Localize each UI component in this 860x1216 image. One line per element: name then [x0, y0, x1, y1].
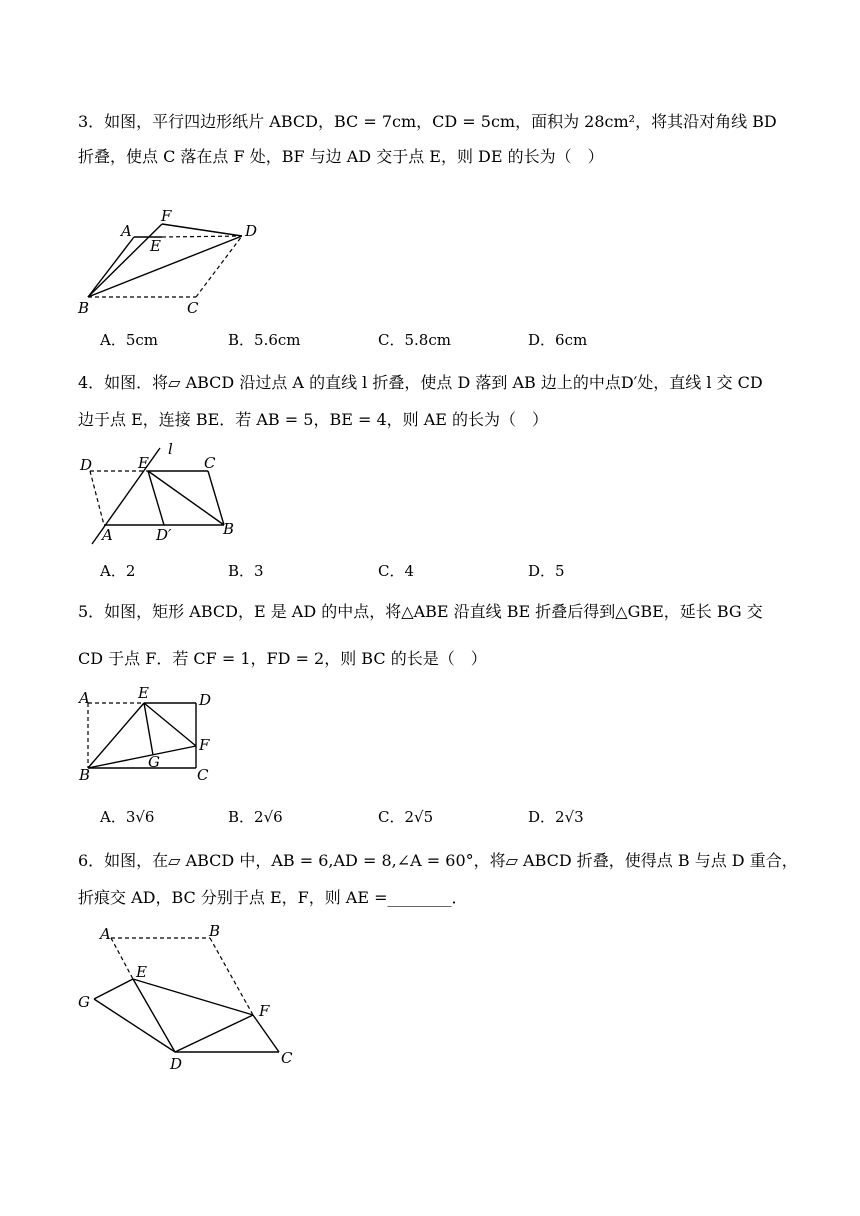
- q3-text-line2: 折叠，使点 C 落在点 F 处，BF 与边 AD 交于点 E，则 DE 的长为（ ）: [78, 147, 604, 166]
- q3-option-a: A．5cm: [100, 331, 159, 349]
- q3-option-d: D．6cm: [528, 331, 588, 349]
- q3-label-d: D: [245, 222, 258, 240]
- q5-label-d: D: [199, 691, 212, 709]
- q5-figure: [76, 684, 276, 794]
- q3-figure: [76, 206, 276, 316]
- q5-label-f: F: [199, 736, 210, 754]
- q3-option-c: C．5.8cm: [378, 331, 451, 349]
- q4-figure: [76, 440, 276, 550]
- q4-label-dprime: D′: [156, 526, 172, 544]
- q4-text-line1: 4．如图．将▱ ABCD 沿过点 A 的直线 l 折叠，使点 D 落到 AB 边上的中点D′处，直线 l 交 CD: [78, 373, 763, 392]
- q5-label-b: B: [79, 766, 91, 784]
- q5-text-line2: CD 于点 F．若 CF = 1，FD = 2，则 BC 的长是（ ）: [78, 649, 487, 668]
- q4-label-b: B: [223, 520, 235, 538]
- q4-option-d: D．5: [528, 562, 565, 580]
- q6-label-f: F: [259, 1002, 270, 1020]
- q4-label-l: l: [168, 440, 173, 458]
- q6-figure: [72, 922, 312, 1076]
- q6-label-e: E: [136, 963, 147, 981]
- q4-option-b: B．3: [228, 562, 264, 580]
- q4-label-a: A: [102, 526, 113, 544]
- q5-label-e: E: [138, 684, 149, 702]
- q6-text-line1: 6．如图，在▱ ABCD 中，AB = 6,AD = 8,∠A = 60°，将▱ ABCD 折叠，使得点 B 与点 D 重合，: [78, 851, 798, 870]
- q6-label-a: A: [100, 925, 111, 943]
- q5-text-line1: 5．如图，矩形 ABCD，E 是 AD 的中点，将△ABE 沿直线 BE 折叠后得到△GBE，延长 BG 交: [78, 602, 763, 621]
- q4-label-c: C: [204, 454, 216, 472]
- q4-option-c: C．4: [378, 562, 415, 580]
- q6-label-d: D: [170, 1055, 183, 1073]
- q3-label-c: C: [187, 299, 199, 317]
- q4-option-a: A．2: [100, 562, 136, 580]
- q5-option-c: C．2√5: [378, 808, 434, 826]
- q4-label-e: E: [138, 454, 149, 472]
- q3-label-b: B: [78, 299, 90, 317]
- q3-label-a: A: [121, 222, 132, 240]
- q4-text-line2: 边于点 E，连接 BE．若 AB = 5，BE = 4，则 AE 的长为（ ）: [78, 410, 549, 429]
- q4-label-d: D: [80, 456, 93, 474]
- q5-label-a: A: [79, 689, 90, 707]
- q3-text-line1: 3．如图，平行四边形纸片 ABCD，BC = 7cm，CD = 5cm，面积为 28cm²，将其沿对角线 BD: [78, 112, 777, 131]
- q5-label-c: C: [197, 766, 209, 784]
- q6-label-c: C: [281, 1049, 293, 1067]
- q5-option-a: A．3√6: [100, 808, 155, 826]
- q5-option-b: B．2√6: [228, 808, 283, 826]
- q6-label-b: B: [209, 922, 221, 940]
- q3-label-e: E: [150, 237, 161, 255]
- q3-label-f: F: [161, 207, 172, 225]
- q3-option-b: B．5.6cm: [228, 331, 301, 349]
- q5-option-d: D．2√3: [528, 808, 584, 826]
- q6-label-g: G: [78, 993, 90, 1011]
- q6-text-line2: 折痕交 AD，BC 分别于点 E，F，则 AE =________．: [78, 888, 468, 907]
- q5-label-g: G: [148, 753, 160, 771]
